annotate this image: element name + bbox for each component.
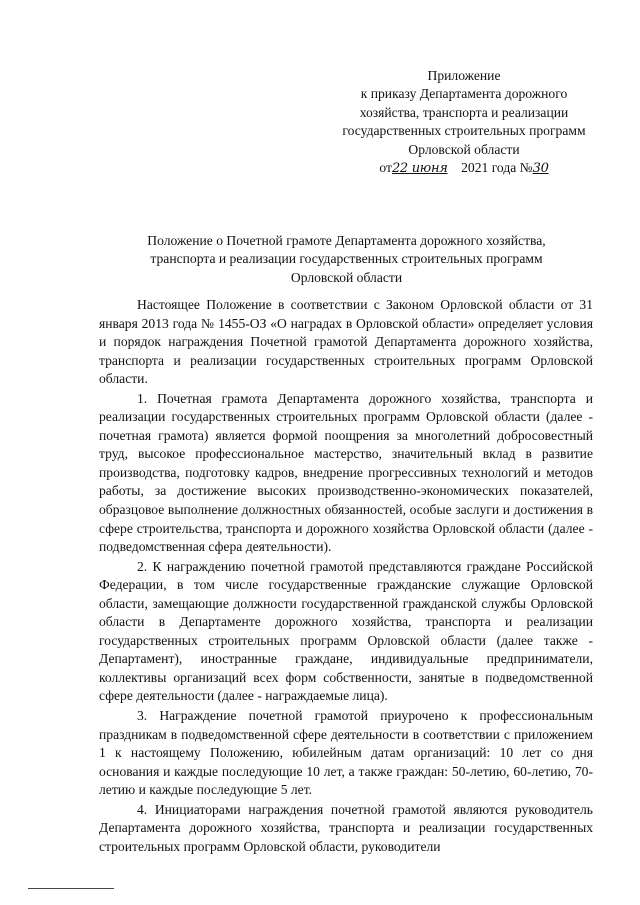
- body-paragraph-2: 2. К награждению почетной грамотой представляются граждане Российской Федерации, в том числе государственные гражданские служащие Орловской области, замещающие должности государственной гражданской службы Орловской области в Департаменте дорожного хозяйства, транспорта и реализации государственных строительных программ Орловской области (далее также - Департамент), иностранные граждане, индивидуальные предприниматели, коллективы организаций всех форм собственности, занятые в подведомственной сфере деятельности (далее - награждаемые лица).: [99, 558, 593, 704]
- approval-line: хозяйства, транспорта и реализации: [359, 104, 569, 120]
- approval-block: [318, 67, 610, 178]
- body-paragraph-1: 1. Почетная грамота Департамента дорожного хозяйства, транспорта и реализации государственных строительных программ Орловской области (далее - почетная грамота) является формой поощрения за многолетний добросовестный труд, высокое профессиональное мастерство, значительный вклад в развитие производства, подготовку кадров, внедрение прогрессивных технологий и методов работы, за достижение высоких производственно-экономических показателей, образцовое выполнение должностных обязанностей, особые заслуги и достижения в сфере строительства, транспорта и дорожного хозяйства Орловской области (далее - подведомственная сфера деятельности).: [99, 390, 593, 555]
- approval-line: Приложение: [427, 68, 501, 83]
- date-year-text: 2021 года №: [461, 160, 533, 176]
- approval-line: Орловской области: [408, 141, 520, 157]
- title-line: Орловской области: [290, 269, 403, 285]
- handwritten-order-number: 30: [532, 161, 549, 177]
- handwritten-date: 22 июня: [391, 161, 448, 177]
- approval-line: к приказу Департамента дорожного: [360, 86, 568, 102]
- title-line: Положение о Почетной грамоте Департамента дорожного хозяйства,: [147, 233, 546, 248]
- body-paragraph-intro: Настоящее Положение в соответствии с Законом Орловской области от 31 января 2013 года № 1455-ОЗ «О наградах в Орловской области» определяет условия и порядок награждения Почетной грамотой Департамента дорожного хозяйства, транспорта и реализации государственных строительных программ Орловской области.: [99, 297, 593, 387]
- document-body: [99, 296, 593, 857]
- footnote-divider: [28, 888, 114, 889]
- date-prefix: от: [379, 160, 392, 176]
- body-paragraph-4: 4. Инициаторами награждения почетной грамотой являются руководитель Департамента дорожного хозяйства, транспорта и реализации государственных строительных программ Орловской области, руководители: [99, 801, 593, 854]
- approval-date-line: [318, 159, 610, 178]
- approval-line: государственных строительных программ: [342, 123, 586, 139]
- title-line: транспорта и реализации государственных строительных программ: [150, 251, 543, 267]
- document-title: [100, 232, 593, 287]
- body-paragraph-3: 3. Награждение почетной грамотой приурочено к профессиональным праздникам в подведомственной сфере деятельности в соответствии с приложением 1 к настоящему Положению, юбилейным датам организаций: 10 лет со дня основания и каждые последующие 10 лет, а также граждан: 50-летию, 60-летию, 70-летию и каждые последующие 5 лет.: [99, 708, 593, 798]
